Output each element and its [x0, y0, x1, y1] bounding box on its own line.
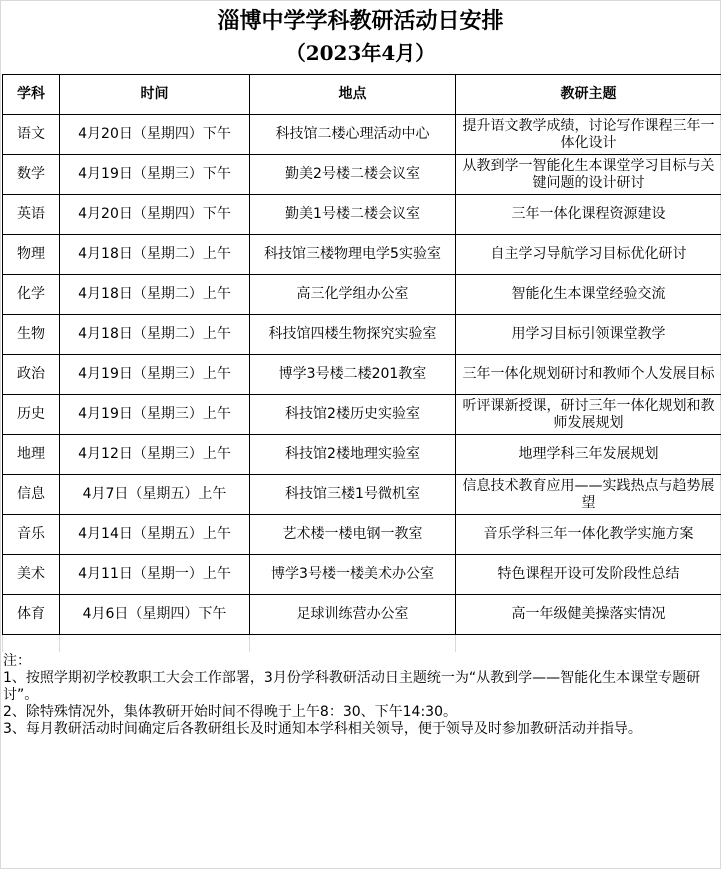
table-row — [3, 275, 721, 315]
table-row — [3, 395, 721, 435]
cell-topic: 信息技术教育应用——实践热点与趋势展望 — [456, 475, 721, 515]
cell-location: 科技馆二楼心理活动中心 — [250, 115, 456, 155]
cell-topic: 自主学习导航学习目标优化研讨 — [456, 235, 721, 275]
cell-subject: 化学 — [3, 275, 60, 315]
cell-location: 博学3号楼二楼201教室 — [250, 355, 456, 395]
cell-topic: 提升语文教学成绩，讨论写作课程三年一体化设计 — [456, 115, 721, 155]
table-row — [3, 595, 721, 635]
cell-subject: 体育 — [3, 595, 60, 635]
cell-location: 科技馆三楼1号微机室 — [250, 475, 456, 515]
notes-heading: 注： — [3, 653, 31, 669]
cell-time: 4月12日（星期三）上午 — [60, 435, 250, 475]
table-row — [3, 115, 721, 155]
cell-location: 足球训练营办公室 — [250, 595, 456, 635]
cell-time: 4月18日（星期二）上午 — [60, 315, 250, 355]
cell-location: 科技馆2楼地理实验室 — [250, 435, 456, 475]
cell-location: 科技馆四楼生物探究实验室 — [250, 315, 456, 355]
empty-cell — [60, 635, 250, 652]
table-header-row — [3, 75, 721, 115]
table-row — [3, 435, 721, 475]
table-row — [3, 235, 721, 275]
cell-subject: 音乐 — [3, 515, 60, 555]
cell-time: 4月11日（星期一）上午 — [60, 555, 250, 595]
cell-time: 4月14日（星期五）上午 — [60, 515, 250, 555]
note-item-2: 2、除特殊情况外，集体教研开始时间不得晚于上午8：30、下午14:30。 — [3, 704, 457, 720]
cell-time: 4月7日（星期五）上午 — [60, 475, 250, 515]
cell-subject: 物理 — [3, 235, 60, 275]
cell-location: 艺术楼一楼电钢一教室 — [250, 515, 456, 555]
document-subtitle: （2023年4月） — [285, 41, 436, 65]
header-location: 地点 — [250, 75, 456, 115]
cell-subject: 政治 — [3, 355, 60, 395]
note-item-1: 1、按照学期初学校教职工大会工作部署，3月份学科教研活动日主题统一为“从教到学——智能化生本课堂专题研讨”。 — [3, 670, 701, 703]
cell-location: 勤美1号楼二楼会议室 — [250, 195, 456, 235]
cell-subject: 历史 — [3, 395, 60, 435]
table-row — [3, 315, 721, 355]
cell-location: 勤美2号楼二楼会议室 — [250, 155, 456, 195]
cell-topic: 三年一体化规划研讨和教师个人发展目标 — [456, 355, 721, 395]
cell-subject: 信息 — [3, 475, 60, 515]
cell-time: 4月19日（星期三）上午 — [60, 355, 250, 395]
header-topic: 教研主题 — [456, 75, 721, 115]
cell-location: 高三化学组办公室 — [250, 275, 456, 315]
empty-cell — [3, 635, 60, 652]
cell-topic: 听评课新授课，研讨三年一体化规划和教师发展规划 — [456, 395, 721, 435]
cell-time: 4月20日（星期四）下午 — [60, 115, 250, 155]
cell-location: 科技馆三楼物理电学5实验室 — [250, 235, 456, 275]
cell-subject: 地理 — [3, 435, 60, 475]
cell-topic: 从教到学一智能化生本课堂学习目标与关键问题的设计研讨 — [456, 155, 721, 195]
schedule-table — [2, 74, 721, 652]
cell-time: 4月19日（星期三）上午 — [60, 395, 250, 435]
table-row — [3, 475, 721, 515]
cell-topic: 三年一体化课程资源建设 — [456, 195, 721, 235]
cell-topic: 特色课程开设可发阶段性总结 — [456, 555, 721, 595]
note-item-3: 3、每月教研活动时间确定后各教研组长及时通知本学科相关领导，便于领导及时参加教研活动并指导。 — [3, 721, 642, 737]
document-title: 淄博中学学科教研活动日安排 — [217, 8, 504, 34]
cell-time: 4月18日（星期二）上午 — [60, 235, 250, 275]
empty-cell — [456, 635, 721, 652]
header-subject: 学科 — [3, 75, 60, 115]
header-time: 时间 — [60, 75, 250, 115]
table-row — [3, 155, 721, 195]
cell-topic: 地理学科三年发展规划 — [456, 435, 721, 475]
table-row — [3, 355, 721, 395]
table-row — [3, 515, 721, 555]
cell-location: 博学3号楼一楼美术办公室 — [250, 555, 456, 595]
cell-subject: 英语 — [3, 195, 60, 235]
cell-location: 科技馆2楼历史实验室 — [250, 395, 456, 435]
cell-time: 4月6日（星期四）下午 — [60, 595, 250, 635]
table-gap-row — [3, 635, 721, 652]
table-row — [3, 195, 721, 235]
cell-topic: 智能化生本课堂经验交流 — [456, 275, 721, 315]
cell-time: 4月19日（星期三）下午 — [60, 155, 250, 195]
cell-subject: 美术 — [3, 555, 60, 595]
notes-section — [3, 653, 718, 738]
cell-subject: 数学 — [3, 155, 60, 195]
cell-subject: 生物 — [3, 315, 60, 355]
cell-topic: 用学习目标引领课堂教学 — [456, 315, 721, 355]
cell-time: 4月20日（星期四）下午 — [60, 195, 250, 235]
cell-topic: 高一年级健美操落实情况 — [456, 595, 721, 635]
cell-subject: 语文 — [3, 115, 60, 155]
table-body — [3, 115, 721, 652]
table-row — [3, 555, 721, 595]
empty-cell — [250, 635, 456, 652]
cell-time: 4月18日（星期二）上午 — [60, 275, 250, 315]
cell-topic: 音乐学科三年一体化教学实施方案 — [456, 515, 721, 555]
